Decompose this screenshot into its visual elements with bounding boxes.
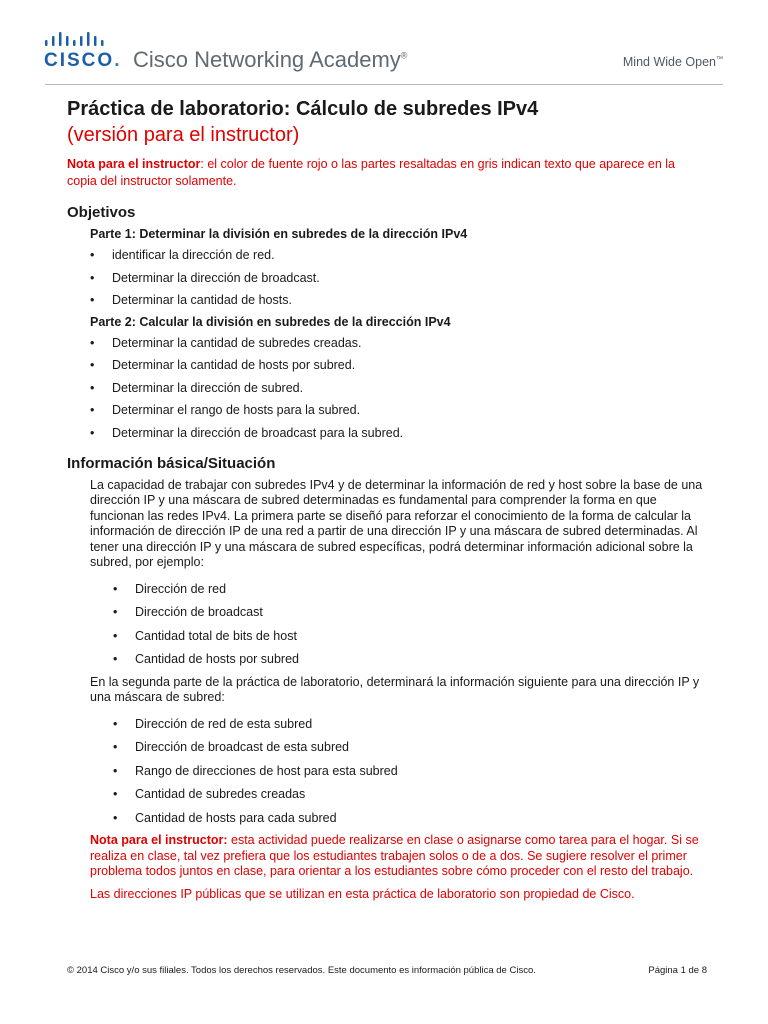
bullet-icon: • — [90, 358, 95, 372]
document-body — [67, 96, 707, 902]
bullet-icon: • — [90, 270, 95, 285]
list-item: • Determinar el rango de hosts para la subred. — [90, 403, 361, 417]
list-item: • Dirección de red — [113, 581, 227, 596]
bullet-icon: • — [90, 293, 95, 307]
list-item: • Determinar la cantidad de hosts por subred. — [90, 358, 356, 372]
part2-title: Parte 2: Calcular la división en subredes de la dirección IPv4 — [90, 314, 451, 329]
bullet-icon: • — [113, 581, 118, 596]
instructor-note: Nota para el instructor: el color de fuente rojo o las partes resaltadas en gris indican texto que aparece en la copia del instructor solamente. — [67, 157, 675, 188]
bullet-icon: • — [113, 787, 118, 801]
bullet-icon: • — [90, 425, 95, 440]
list-item: • Dirección de broadcast — [113, 605, 263, 619]
bullet-icon: • — [90, 403, 95, 417]
list-item: • Cantidad de hosts por subred — [113, 652, 299, 666]
list-item: • Determinar la dirección de broadcast para la subred. — [90, 425, 404, 440]
list-item: • Cantidad de subredes creadas — [113, 787, 306, 801]
background-paragraph-1: La capacidad de trabajar con subredes IPv4 y de determinar la información de red y host sobre la base de una dirección IP y una máscara de subred determinadas es fundamental para comprender la forma en que funcionan las redes IPv4. La primera parte se diseñó para reforzar el conocimiento de la forma de calcular la información de dirección IP de una red a partir de una dirección IP y una máscara de subred determinadas. Al tener una dirección IP y una máscara de subred específicas, podrá determinar información adicional sobre la subred, por ejemplo: — [90, 477, 703, 569]
list-item: • Determinar la cantidad de hosts. — [90, 293, 292, 307]
list-item: • Dirección de broadcast de esta subred — [113, 740, 350, 754]
background-heading: Información básica/Situación — [67, 454, 276, 472]
list-item: • Determinar la dirección de subred. — [90, 380, 304, 395]
page-footer — [67, 965, 707, 976]
bullet-icon: • — [113, 652, 118, 666]
academy-name: Cisco Networking Academy® — [133, 47, 408, 72]
bullet-icon: • — [113, 605, 118, 619]
list-item: • Dirección de red de esta subred — [113, 716, 313, 731]
list-item: • Determinar la dirección de broadcast. — [90, 270, 320, 285]
part2-list — [90, 335, 707, 441]
objectives-heading: Objetivos — [67, 204, 136, 221]
instructor-note-2: Nota para el instructor: esta actividad puede realizarse en clase o asignarse como tarea para el hogar. Si se realiza en clase, tal vez prefiera que los estudiantes trabajen solos o de a dos. Se sugiere resolver el primer problema todos juntos en clase, para orientar a los estudiantes sobre cómo proceder con el resto del trabajo. — [90, 833, 699, 878]
part1-list — [90, 247, 707, 308]
bullet-icon: • — [90, 380, 95, 395]
bullet-icon: • — [113, 628, 118, 643]
background-paragraph-2: En la segunda parte de la práctica de laboratorio, determinará la información siguiente para una dirección IP y una máscara de subred: — [90, 674, 700, 704]
instructor-version-label: (versión para el instructor) — [67, 124, 300, 146]
bullet-icon: • — [113, 740, 118, 754]
background-list-2 — [113, 716, 707, 826]
list-item: • Cantidad de hosts para cada subred — [113, 810, 337, 825]
list-item: • Rango de direcciones de host para esta subred — [113, 763, 398, 778]
page-number: Página 1 de 8 — [648, 965, 707, 976]
instructor-note-3: Las direcciones IP públicas que se utilizan en esta práctica de laboratorio son propiedad de Cisco. — [90, 886, 635, 901]
header-divider — [45, 84, 723, 85]
tagline: Mind Wide Open™ — [622, 55, 723, 69]
background-list-1 — [113, 581, 707, 668]
cisco-logo-icon — [44, 31, 114, 49]
list-item: • Determinar la cantidad de subredes creadas. — [90, 335, 362, 350]
page-title: Práctica de laboratorio: Cálculo de subredes IPv4 — [67, 98, 539, 120]
bullet-icon: • — [113, 716, 118, 731]
cisco-logo-text: CISCO. — [44, 50, 122, 71]
bullet-icon: • — [113, 810, 118, 825]
bullet-icon: • — [90, 248, 95, 262]
copyright-text: © 2014 Cisco y/o sus filiales. Todos los derechos reservados. Este documento es información pública de Cisco. — [67, 965, 536, 976]
list-item: • identificar la dirección de red. — [90, 248, 275, 262]
list-item: • Cantidad total de bits de host — [113, 628, 297, 643]
bullet-icon: • — [90, 335, 95, 350]
page-header — [0, 0, 768, 80]
part1-title: Parte 1: Determinar la división en subredes de la dirección IPv4 — [90, 227, 468, 241]
bullet-icon: • — [113, 763, 118, 778]
